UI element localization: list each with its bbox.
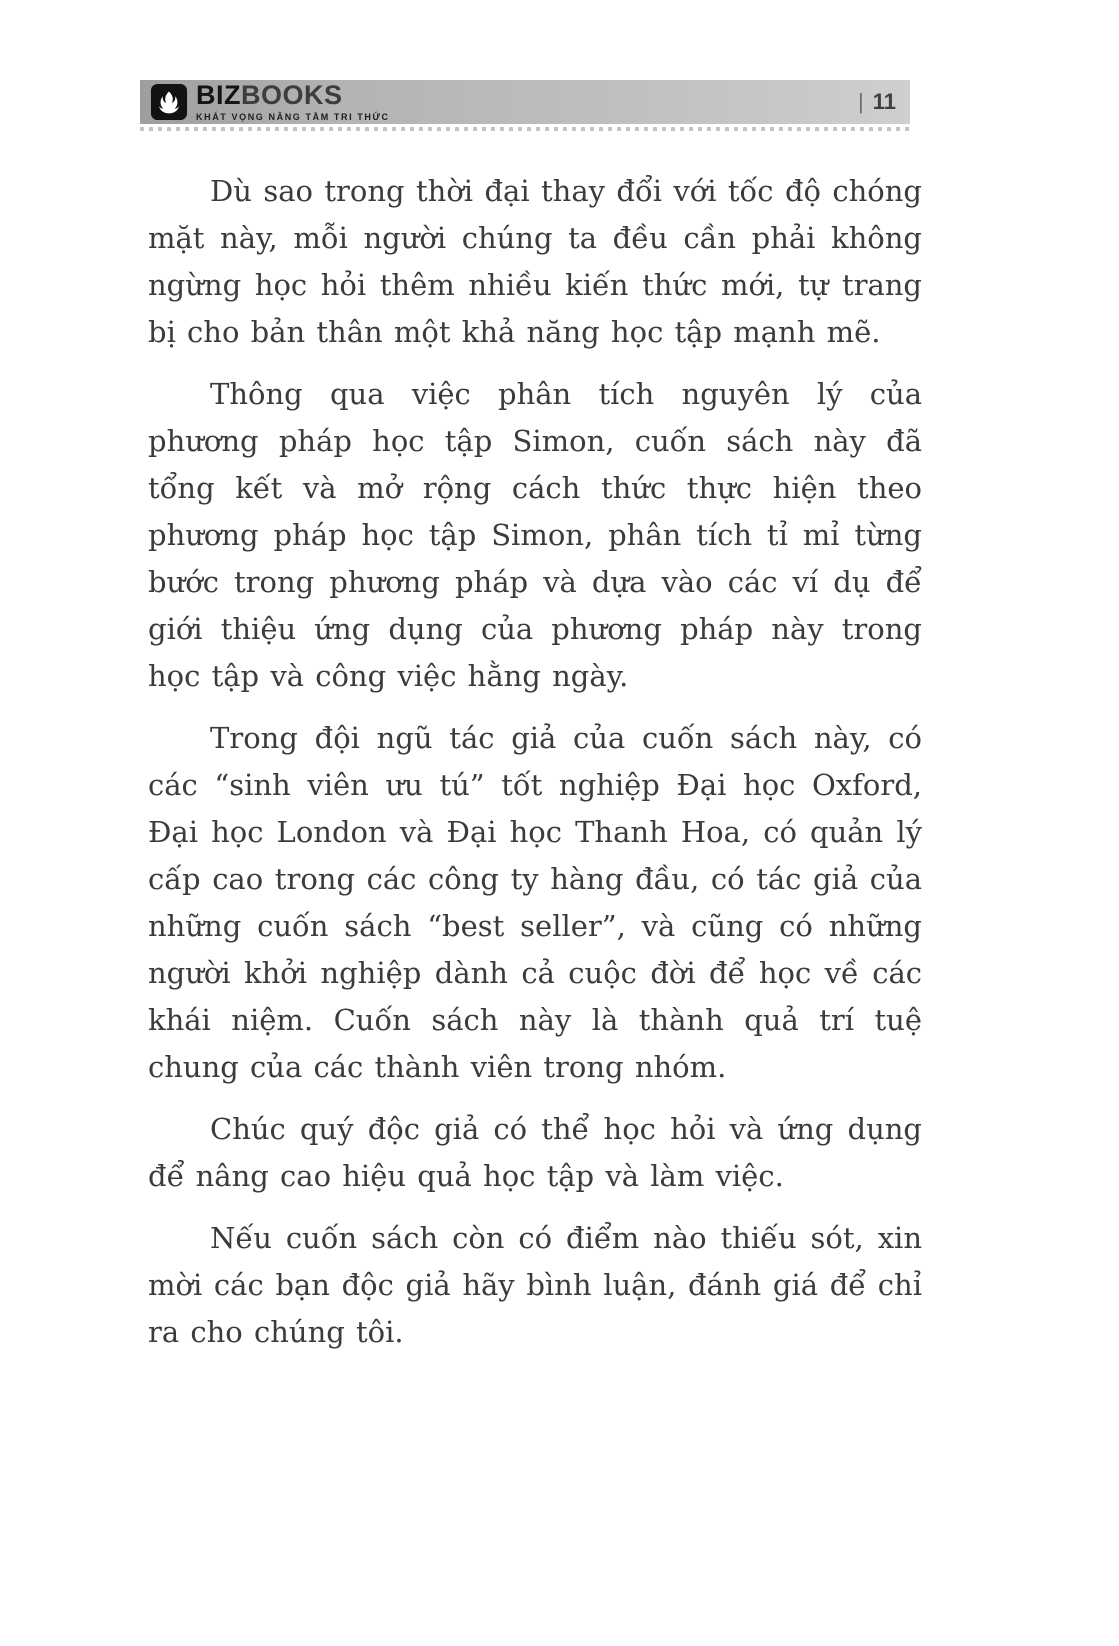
paragraph-1: Dù sao trong thời đại thay đổi với tốc độ chóng mặt này, mỗi người chúng ta đều cần phải không ngừng học hỏi thêm nhiều kiến thức mới, tự trang bị cho bản thân một khả năng học tập mạnh mẽ.: [148, 174, 922, 349]
body-text: [148, 168, 922, 1371]
brand-tagline: KHÁT VỌNG NÂNG TẦM TRI THỨC: [196, 112, 390, 122]
paragraph-4: Chúc quý độc giả có thể học hỏi và ứng dụng để nâng cao hiệu quả học tập và làm việc.: [148, 1112, 922, 1193]
page-number-separator: |: [858, 89, 864, 114]
paragraph-2: Thông qua việc phân tích nguyên lý của phương pháp học tập Simon, cuốn sách này đã tổng kết và mở rộng cách thức thực hiện theo phương pháp học tập Simon, phân tích tỉ mỉ từng bước trong phương pháp và dựa vào các ví dụ để giới thiệu ứng dụng của phương pháp này trong học tập và công việc hằng ngày.: [148, 377, 922, 693]
paragraph-3: Trong đội ngũ tác giả của cuốn sách này, có các “sinh viên ưu tú” tốt nghiệp Đại học Oxford, Đại học London và Đại học Thanh Hoa, có quản lý cấp cao trong các công ty hàng đầu, có tác giả của những cuốn sách “best seller”, và cũng có những người khởi nghiệp dành cả cuộc đời để học về các khái niệm. Cuốn sách này là thành quả trí tuệ chung của các thành viên trong nhóm.: [148, 721, 922, 1084]
paragraph-5: Nếu cuốn sách còn có điểm nào thiếu sót, xin mời các bạn độc giả hãy bình luận, đánh giá để chỉ ra cho chúng tôi.: [148, 1221, 922, 1349]
brand-text: [196, 82, 390, 122]
page-header: [140, 80, 910, 124]
brand-name: [196, 82, 390, 109]
brand-name-biz: BIZ: [196, 80, 241, 110]
publisher-brand: [150, 82, 390, 122]
brand-name-books: BOOKS: [241, 80, 343, 110]
page-number-block: [858, 89, 896, 115]
page-number: 11: [872, 89, 896, 114]
bizbooks-logo-icon: [150, 83, 188, 121]
